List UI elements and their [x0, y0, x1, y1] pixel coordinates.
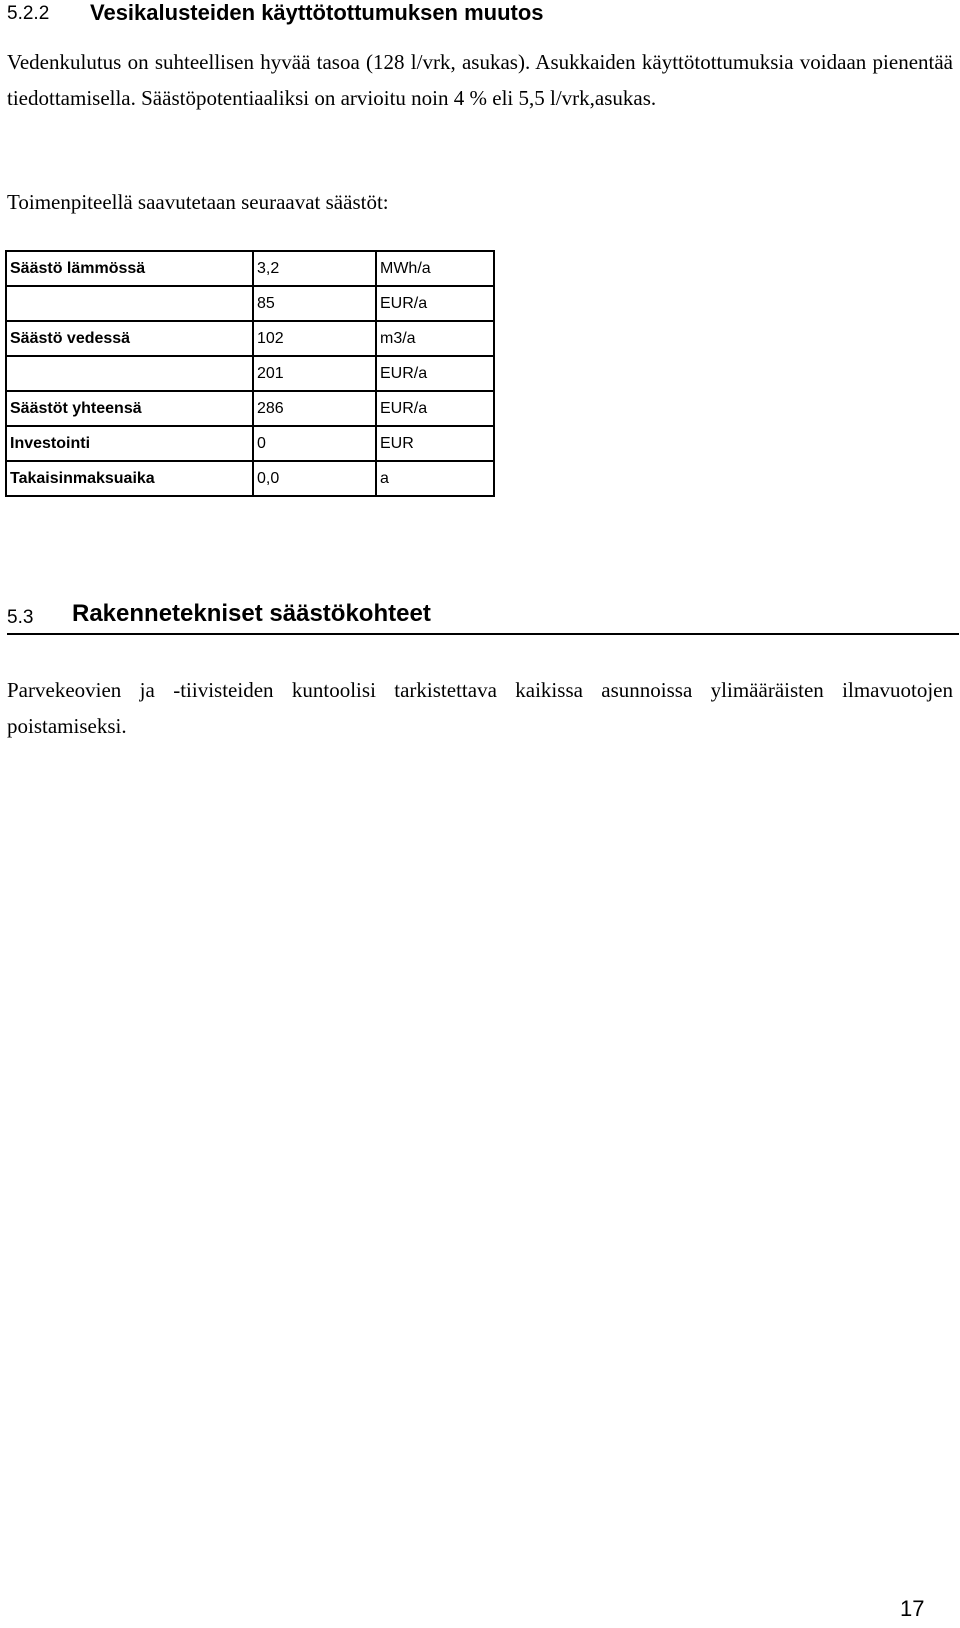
section-heading: [7, 600, 959, 635]
row-unit: EUR/a: [376, 391, 494, 426]
row-label: Säästö vedessä: [6, 321, 253, 356]
section-number: 5.3: [7, 607, 34, 628]
section-title: Rakennetekniset säästökohteet: [72, 600, 431, 627]
table-row: [6, 356, 494, 391]
row-value: 0: [253, 426, 376, 461]
paragraph-water-consumption: Vedenkulutus on suhteellisen hyvää tasoa (128 l/vrk, asukas). Asukkaiden käyttötottumuksia voidaan pienentää tiedottamisella. Säästöpotentiaaliksi on arvioitu noin 4 % eli 5,5 l/vrk,asukas.: [7, 50, 953, 110]
table-row: [6, 286, 494, 321]
row-value: 85: [253, 286, 376, 321]
subsection-number: 5.2.2: [7, 3, 50, 24]
row-value: 0,0: [253, 461, 376, 496]
row-value: 286: [253, 391, 376, 426]
row-label: [6, 356, 253, 391]
table-row: [6, 321, 494, 356]
savings-table: [5, 250, 495, 497]
subsection-title: Vesikalusteiden käyttötottumuksen muutos: [90, 0, 544, 25]
table-row: [6, 251, 494, 286]
row-label: Säästö lämmössä: [6, 251, 253, 286]
table-row: [6, 426, 494, 461]
row-label: Investointi: [6, 426, 253, 461]
row-value: 102: [253, 321, 376, 356]
row-unit: MWh/a: [376, 251, 494, 286]
paragraph-savings-intro: Toimenpiteellä saavutetaan seuraavat säästöt:: [7, 190, 389, 214]
row-unit: EUR/a: [376, 286, 494, 321]
page-number: 17: [900, 1596, 925, 1621]
row-unit: m3/a: [376, 321, 494, 356]
row-value: 201: [253, 356, 376, 391]
row-value: 3,2: [253, 251, 376, 286]
row-unit: a: [376, 461, 494, 496]
paragraph-balcony-doors: Parvekeovien ja -tiivisteiden kuntoolisi tarkistettava kaikissa asunnoissa ylimääräisten ilmavuotojen poistamiseksi.: [7, 678, 953, 738]
table-row: [6, 391, 494, 426]
row-label: [6, 286, 253, 321]
row-unit: EUR: [376, 426, 494, 461]
row-label: Säästöt yhteensä: [6, 391, 253, 426]
subsection-heading: [7, 0, 947, 28]
row-label: Takaisinmaksuaika: [6, 461, 253, 496]
row-unit: EUR/a: [376, 356, 494, 391]
table-row: [6, 461, 494, 496]
